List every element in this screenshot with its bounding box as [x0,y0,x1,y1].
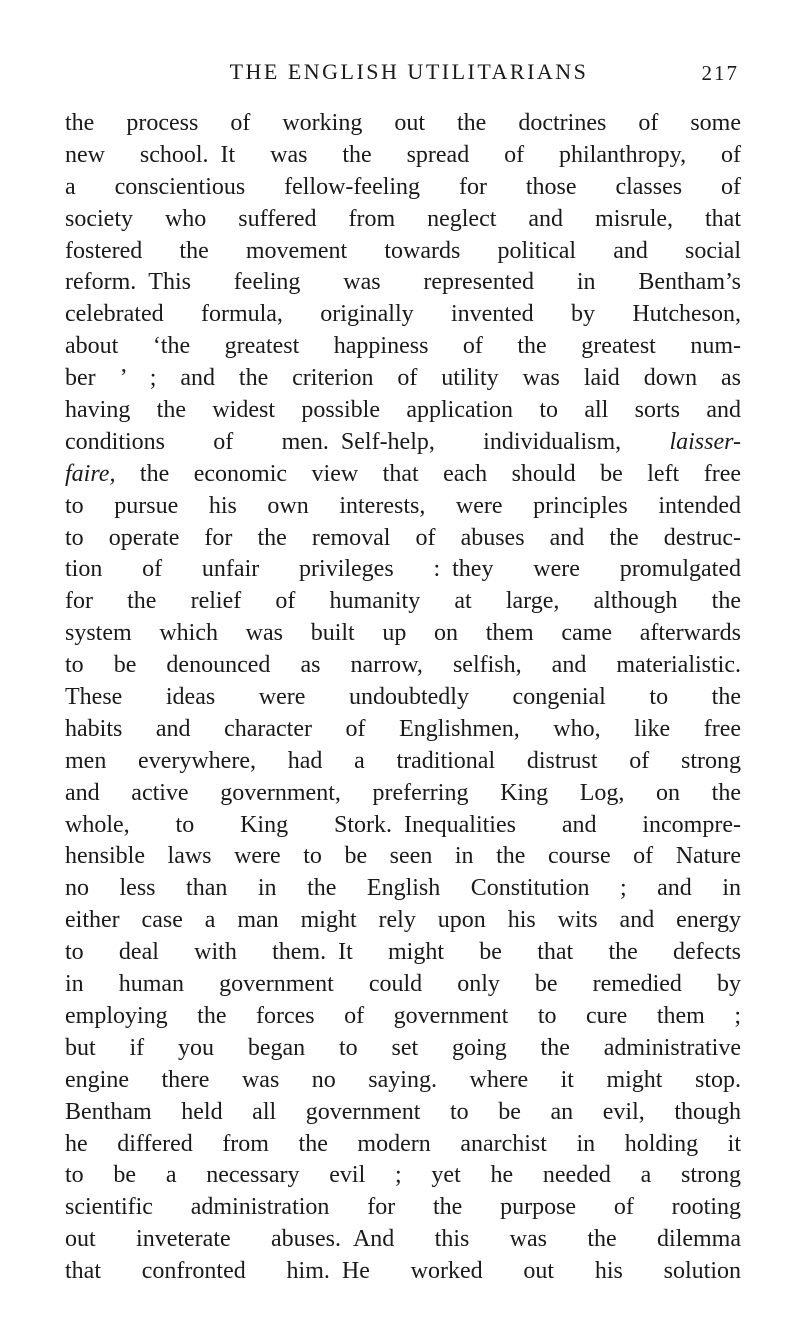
text-segment: to pursue his own interests, were principles intended [65,492,741,519]
text-segment: hensible laws were to be seen in the course of Nature [65,843,741,870]
text-segment: habits and character of Englishmen, who, like free [65,715,741,742]
text-segment: to deal with them. It might be that the defects [65,939,741,966]
page-number: 217 [701,61,739,85]
text-segment: about ‘the greatest happiness of the greatest num- [65,333,741,360]
text-segment: system which was built up on them came afterwards [65,620,741,647]
text-line [65,1160,741,1192]
text-segment: either case a man might rely upon his wits and energy [65,907,741,934]
italic-text-segment: laisser- [669,428,741,455]
text-line [65,873,741,905]
text-segment: whole, to King Stork. Inequalities and incompre- [65,811,741,838]
page-title: THE ENGLISH UTILITARIANS [229,59,589,84]
text-segment: engine there was no saying. where it might stop. [65,1066,741,1093]
text-line [65,618,741,650]
text-block [65,108,741,1288]
text-segment: the economic view that each should be left free [115,460,741,487]
text-line [65,682,741,714]
text-line [65,108,741,140]
text-segment: employing the forces of government to cure them ; [65,1002,741,1029]
text-segment: having the widest possible application to all sorts and [65,397,741,424]
text-line [65,1033,741,1065]
text-line [65,299,741,331]
text-line [65,905,741,937]
text-line [65,1224,741,1256]
text-segment: These ideas were undoubtedly congenial to the [65,684,741,711]
text-line [65,459,741,491]
text-segment: the process of working out the doctrines of some [65,110,741,136]
text-segment: society who suffered from neglect and misrule, that [65,205,741,232]
italic-text-segment: faire, [65,460,116,487]
text-segment: fostered the movement towards political and social [65,237,741,264]
text-line [65,746,741,778]
text-segment: out inveterate abuses. And this was the dilemma [65,1226,741,1253]
text-line [65,491,741,523]
text-segment: reform. This feeling was represented in Bentham’s [65,269,741,296]
text-segment: Bentham held all government to be an evil, though [65,1098,741,1125]
text-line [65,1065,741,1097]
text-segment: new school. It was the spread of philanthropy, of [65,141,741,168]
text-line [65,1256,741,1288]
text-line [65,427,741,459]
text-segment: men everywhere, had a traditional distrust of strong [65,747,741,774]
text-line [65,1097,741,1129]
text-line [65,650,741,682]
text-segment: conditions of men. Self-help, individualism, [65,428,670,455]
text-line [65,172,741,204]
text-segment: scientific administration for the purpose of rooting [65,1194,741,1221]
text-line [65,841,741,873]
text-segment: and active government, preferring King Log, on the [65,779,741,806]
text-segment: for the relief of humanity at large, although the [65,588,741,615]
text-segment: a conscientious fellow-feeling for those classes of [65,173,741,200]
text-line [65,523,741,555]
text-line [65,1001,741,1033]
text-line [65,554,741,586]
text-segment: in human government could only be remedied by [65,971,741,998]
text-segment: to be a necessary evil ; yet he needed a strong [65,1162,741,1189]
running-header [65,58,741,88]
text-line [65,586,741,618]
text-line [65,1192,741,1224]
text-segment: celebrated formula, originally invented by Hutcheson, [65,301,741,328]
text-line [65,395,741,427]
text-line [65,140,741,172]
text-segment: to be denounced as narrow, selfish, and materialistic. [65,652,741,679]
text-segment: he differed from the modern anarchist in holding it [65,1130,741,1157]
text-segment: to operate for the removal of abuses and the destruc- [65,524,741,551]
text-segment: tion of unfair privileges : they were promulgated [65,556,741,583]
text-line [65,810,741,842]
text-segment: ber ’ ; and the criterion of utility was laid down as [65,365,741,392]
text-segment: that confronted him. He worked out his solution [65,1258,741,1285]
text-line [65,363,741,395]
text-line [65,969,741,1001]
text-line [65,331,741,363]
text-line [65,937,741,969]
text-line [65,204,741,236]
text-line [65,778,741,810]
text-line [65,714,741,746]
text-line [65,267,741,299]
text-segment: but if you began to set going the administrative [65,1034,741,1061]
text-line [65,236,741,268]
text-segment: no less than in the English Constitution ; and in [65,875,741,902]
text-line [65,1129,741,1161]
